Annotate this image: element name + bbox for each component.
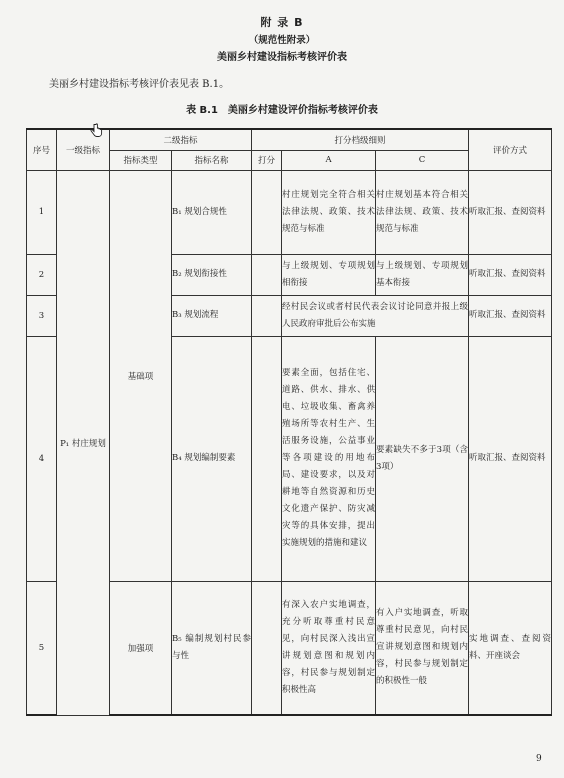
grade-a-text: 有深入农户实地调查，充分听取尊重村民意见，向村民深入浅出宣讲规划意图和规划内容，村民参与规划制定积极性高 <box>282 581 376 715</box>
evaluation-table <box>26 128 552 716</box>
table-caption: 表 B.1 美丽乡村建设评价指标考核评价表 <box>186 105 378 116</box>
grade-ac-text: 经村民会议或者村民代表会议讨论同意并报上级人民政府审批后公布实施 <box>282 295 469 336</box>
header-level2: 二级指标 <box>110 129 252 150</box>
indicator-name: B₁ 规划合规性 <box>172 170 252 254</box>
eval-method: 实地调查、查阅资料、开座谈会 <box>469 581 552 715</box>
grade-a-text: 要素全面，包括住宅、道路、供水、排水、供电、垃圾收集、畜禽养殖场所等农村生产、生活服务设施，公益事业等各项建设的用地布局、建设要求，以及对耕地等自然资源和历史文化遗产保护、防灾减灾等的具体安排，提出实施规划的措施和建议 <box>282 336 376 581</box>
grade-c-text: 要素缺失不多于3项（含3项） <box>376 336 469 581</box>
intro-text: 美丽乡村建设指标考核评价表见表 B.1。 <box>49 79 230 90</box>
appendix-title: 附 录 B <box>260 16 304 29</box>
score-cell <box>252 254 282 295</box>
row-seq: 3 <box>27 295 57 336</box>
indicator-name: B₅ 编制规划村民参与性 <box>172 581 252 715</box>
score-cell <box>252 170 282 254</box>
header-scoring-rules: 打分档级细则 <box>252 129 469 150</box>
eval-method: 听取汇报、查阅资料 <box>469 336 552 581</box>
header-score: 打分 <box>252 150 282 170</box>
page-number: 9 <box>536 754 542 764</box>
header-indicator-type: 指标类型 <box>110 150 172 170</box>
header-grade-c: C <box>376 150 469 170</box>
header-grade-a: A <box>282 150 376 170</box>
row-seq: 2 <box>27 254 57 295</box>
score-cell <box>252 336 282 581</box>
grade-a-text: 与上级规划、专项规划相衔接 <box>282 254 376 295</box>
appendix-note: （规范性附录） <box>248 35 316 46</box>
eval-method: 听取汇报、查阅资料 <box>469 170 552 254</box>
header-seq: 序号 <box>27 129 57 170</box>
table-row <box>27 170 552 254</box>
score-cell <box>252 581 282 715</box>
level1-indicator: P₁ 村庄规划 <box>57 170 110 715</box>
eval-method: 听取汇报、查阅资料 <box>469 254 552 295</box>
header-level1: 一级指标 <box>57 129 110 170</box>
grade-c-text: 与上级规划、专项规划基本衔接 <box>376 254 469 295</box>
header-row-1 <box>27 129 552 150</box>
header-eval-method: 评价方式 <box>469 129 552 170</box>
indicator-type-plus: 加强项 <box>110 581 172 715</box>
document-title: 美丽乡村建设指标考核评价表 <box>217 52 347 63</box>
indicator-type-basic: 基础项 <box>110 170 172 581</box>
score-cell <box>252 295 282 336</box>
header-indicator-name: 指标名称 <box>172 150 252 170</box>
indicator-name: B₂ 规划衔接性 <box>172 254 252 295</box>
indicator-name: B₃ 规划流程 <box>172 295 252 336</box>
grade-a-text: 村庄规划完全符合相关法律法规、政策、技术规范与标准 <box>282 170 376 254</box>
eval-method: 听取汇报、查阅资料 <box>469 295 552 336</box>
hand-pointer-icon <box>88 123 104 139</box>
row-seq: 5 <box>27 581 57 715</box>
indicator-name: B₄ 规划编制要素 <box>172 336 252 581</box>
row-seq: 4 <box>27 336 57 581</box>
grade-c-text: 有入户实地调查，听取尊重村民意见，向村民宣讲规划意图和规划内容，村民参与规划制定的积极性一般 <box>376 581 469 715</box>
grade-c-text: 村庄规划基本符合相关法律法规、政策、技术规范与标准 <box>376 170 469 254</box>
row-seq: 1 <box>27 170 57 254</box>
